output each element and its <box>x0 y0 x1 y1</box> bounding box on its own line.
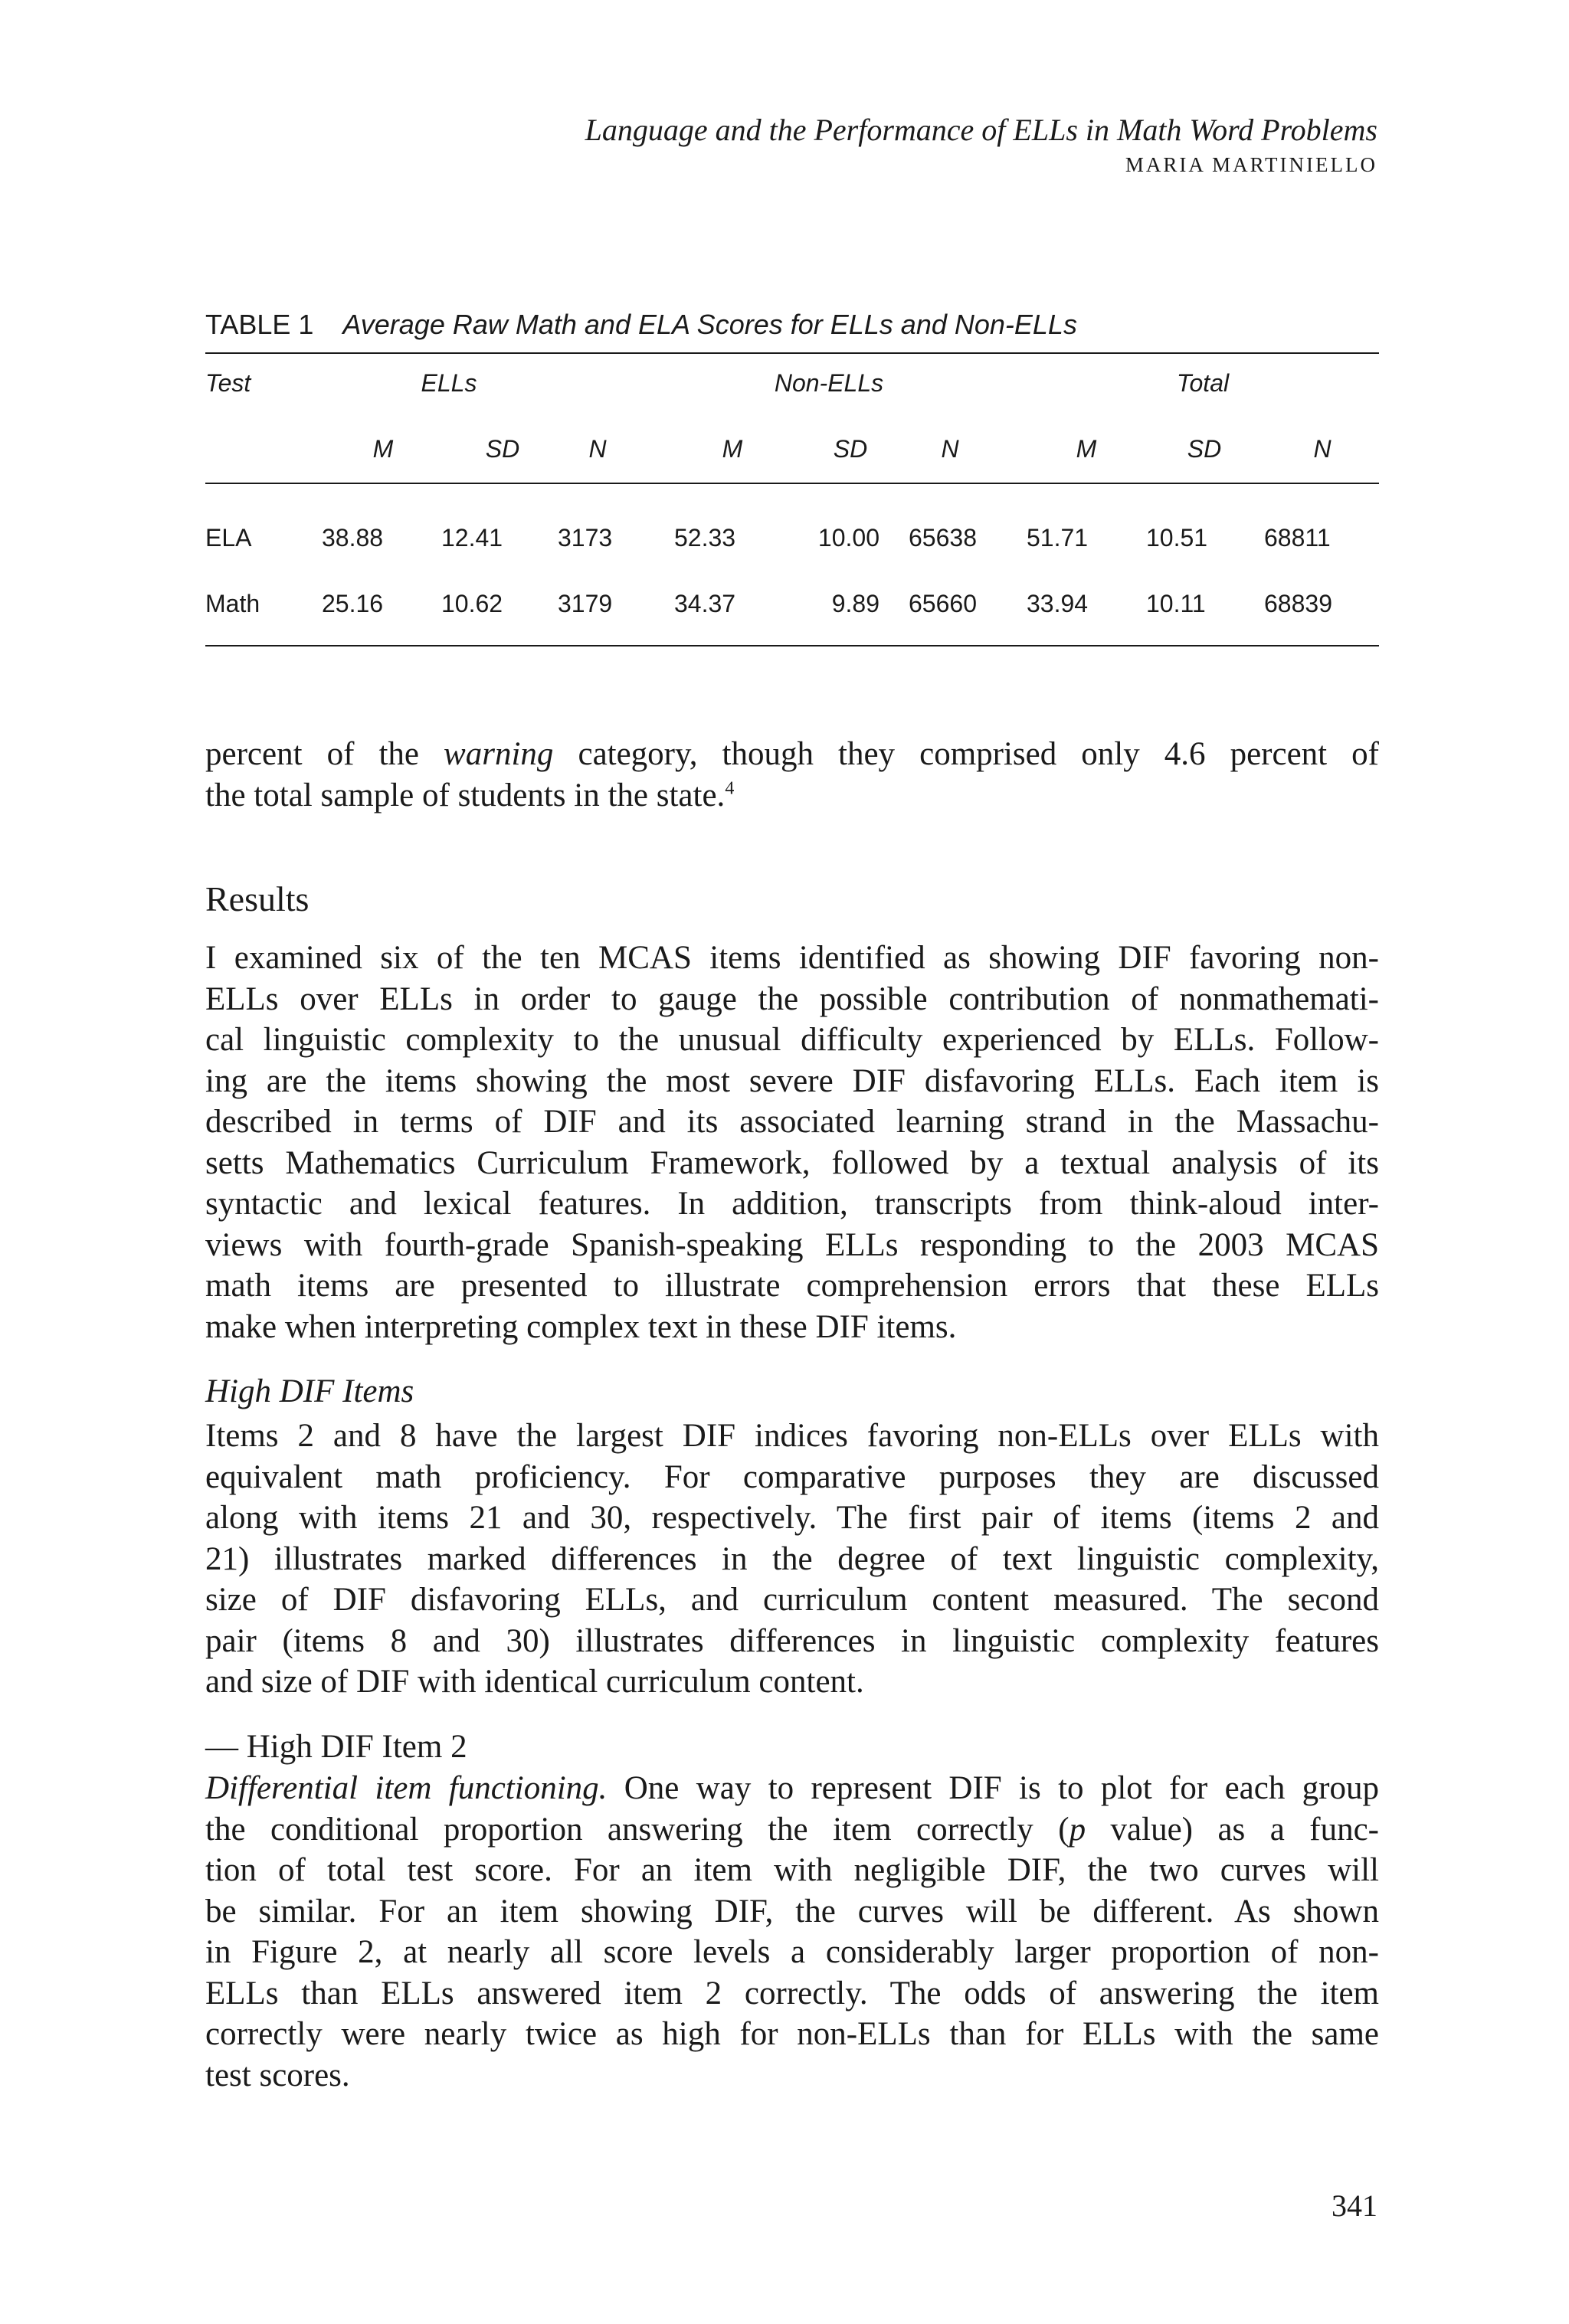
text-span: percent of the <box>205 736 444 772</box>
paragraph-line <box>205 775 1379 817</box>
text-span: One way to represent DIF is to plot for each group <box>607 1770 1379 1806</box>
paragraph-line: I examined six of the ten MCAS items identified as showing DIF favoring non- <box>205 940 1379 976</box>
table-title: Average Raw Math and ELA Scores for ELLs and Non-ELLs <box>342 309 1077 340</box>
row-label: Math <box>205 590 260 617</box>
results-paragraph <box>205 938 1379 1347</box>
table-caption <box>205 306 1379 354</box>
paragraph-line: be similar. For an item showing DIF, the curves will be different. As shown <box>205 1893 1379 1930</box>
table-cell: 38.88 <box>322 524 384 552</box>
paragraph-line: Items 2 and 8 have the largest DIF indices favoring non-ELLs over ELLs with <box>205 1418 1379 1454</box>
subheader-cell: M <box>1076 435 1097 463</box>
running-author: MARIA MARTINIELLO <box>1125 153 1377 176</box>
item-2-heading: — High DIF Item 2 <box>205 1729 467 1765</box>
high-dif-paragraph <box>205 1416 1379 1703</box>
subheader-cell: M <box>722 435 743 463</box>
lead-in: Differential item functioning. <box>205 1770 608 1806</box>
paragraph-continuation <box>205 734 1379 816</box>
paragraph-line: views with fourth-grade Spanish-speaking ELLs responding to the 2003 MCAS <box>205 1226 1379 1263</box>
paragraph-line: math items are presented to illustrate comprehension errors that these ELLs <box>205 1268 1379 1304</box>
table-cell: 68839 <box>1264 590 1332 617</box>
header-test: Test <box>205 369 251 397</box>
text-span: the total sample of students in the state. <box>205 777 726 813</box>
paragraph-line: ELLs than ELLs answered item 2 correctly. The odds of answering the item <box>205 1975 1379 2011</box>
table-cell: 25.16 <box>322 590 384 617</box>
table-cell: 51.71 <box>1027 524 1089 552</box>
table-cell: 65660 <box>909 590 977 617</box>
table-cell: 10.00 <box>817 524 879 552</box>
page-number: 341 <box>1332 2188 1377 2223</box>
paragraph-line: pair (items 8 and 30) illustrates differences in linguistic complexity features <box>205 1622 1379 1659</box>
table-cell: 65638 <box>909 524 977 552</box>
paragraph-line: 21) illustrates marked differences in the degree of text linguistic complexity, <box>205 1540 1379 1577</box>
subheader-cell: N <box>941 435 959 463</box>
subheader-cell: N <box>1313 435 1332 463</box>
table-cell: 3179 <box>558 590 613 617</box>
subheader-cell: SD <box>485 435 520 463</box>
paragraph-line: equivalent math proficiency. For comparative purposes they are discussed <box>205 1458 1379 1495</box>
paragraph-line: make when interpreting complex text in these DIF items. <box>205 1308 957 1345</box>
dif-paragraph <box>205 1768 1379 2096</box>
table-cell: 10.51 <box>1146 524 1208 552</box>
text-span: category, though they comprised only 4.6 percent of <box>553 736 1379 772</box>
table-mid-rule <box>205 483 1379 484</box>
paragraph-line <box>205 1768 1379 1809</box>
table-cell: 68811 <box>1264 524 1331 552</box>
paragraph-line <box>205 734 1379 775</box>
paragraph-line: cal linguistic complexity to the unusual difficulty experienced by ELLs. Follow- <box>205 1022 1379 1058</box>
paragraph-line <box>205 1809 1379 1851</box>
table-1 <box>205 306 1379 676</box>
emphasis-warning: warning <box>444 736 554 772</box>
data-table <box>205 354 1379 676</box>
subheader-cell: SD <box>833 435 868 463</box>
emphasis-p: p <box>1069 1811 1086 1848</box>
paragraph-line: test scores. <box>205 2057 350 2093</box>
paragraph-line: described in terms of DIF and its associated learning strand in the Massachu- <box>205 1104 1379 1140</box>
paragraph-line: ELLs over ELLs in order to gauge the possible contribution of nonmathemati- <box>205 980 1379 1017</box>
table-cell: 34.37 <box>674 590 736 617</box>
table-cell: 52.33 <box>674 524 736 552</box>
paragraph-line: correctly were nearly twice as high for non-ELLs than for ELLs with the same <box>205 2016 1379 2052</box>
paragraph-line: and size of DIF with identical curriculum content. <box>205 1664 864 1700</box>
paragraph-line: along with items 21 and 30, respectively. The first pair of items (items 2 and <box>205 1500 1379 1536</box>
text-span: the conditional proportion answering the item correctly ( <box>205 1811 1069 1848</box>
paragraph-line: in Figure 2, at nearly all score levels a considerably larger proportion of non- <box>205 1934 1379 1970</box>
header-group-non-ells: Non-ELLs <box>774 369 884 397</box>
running-title: Language and the Performance of ELLs in Math Word Problems <box>585 113 1377 147</box>
table-cell: 33.94 <box>1027 590 1089 617</box>
header-group-total: Total <box>1176 369 1230 397</box>
table-cell: 10.62 <box>441 590 503 617</box>
row-label: ELA <box>205 524 252 552</box>
table-cell: 12.41 <box>441 524 503 552</box>
paragraph-line: size of DIF disfavoring ELLs, and curriculum content measured. The second <box>205 1582 1379 1618</box>
high-dif-heading: High DIF Items <box>205 1373 414 1409</box>
subheader-cell: M <box>372 435 394 463</box>
subheader-cell: N <box>588 435 607 463</box>
table-cell: 9.89 <box>831 590 879 617</box>
text-span: value) as a func- <box>1086 1811 1380 1848</box>
table-label: TABLE 1 <box>205 309 314 340</box>
running-head <box>585 112 1377 177</box>
table-cell: 3173 <box>558 524 613 552</box>
table-cell: 10.11 <box>1146 590 1206 617</box>
results-heading: Results <box>205 879 310 918</box>
paragraph-line: ing are the items showing the most severe DIF disfavoring ELLs. Each item is <box>205 1062 1379 1099</box>
subheader-cell: SD <box>1187 435 1222 463</box>
table-bottom-rule <box>205 645 1379 646</box>
header-group-ells: ELLs <box>421 369 477 397</box>
paragraph-line: tion of total test score. For an item with negligible DIF, the two curves will <box>205 1852 1379 1888</box>
paragraph-line: syntactic and lexical features. In addition, transcripts from think-aloud inter- <box>205 1186 1379 1222</box>
paragraph-line: setts Mathematics Curriculum Framework, followed by a textual analysis of its <box>205 1144 1379 1181</box>
footnote-marker: 4 <box>725 778 735 799</box>
